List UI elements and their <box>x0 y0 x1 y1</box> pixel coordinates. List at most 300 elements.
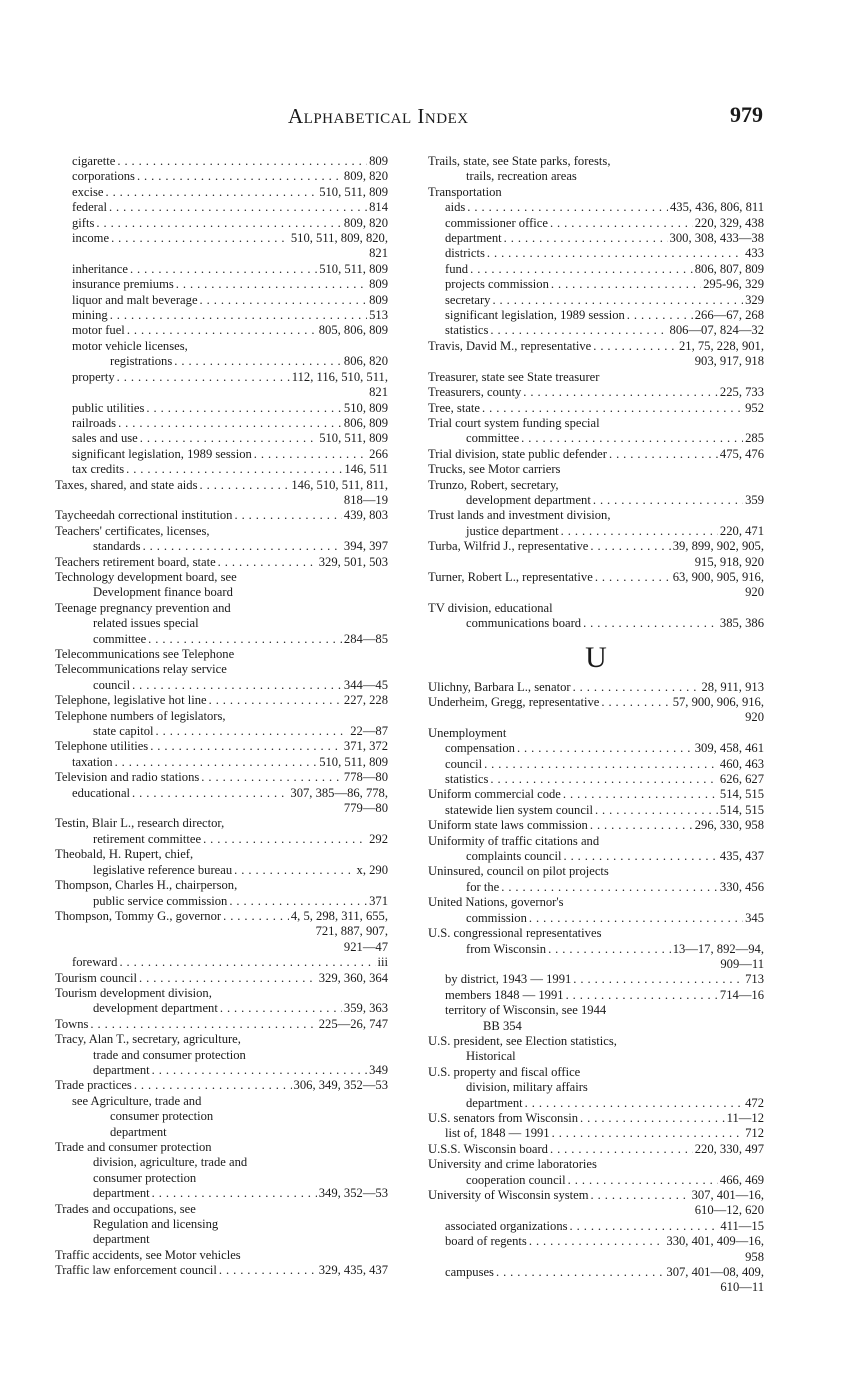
entry-pages-continued: 779—80 <box>343 801 388 816</box>
index-entry <box>428 462 764 477</box>
entry-text: Tourism development division, <box>55 985 212 1000</box>
entry-text: statistics <box>445 772 489 787</box>
entry-text: Trades and occupations, see <box>55 1201 196 1216</box>
entry-pages: 809, 820 <box>343 169 388 184</box>
index-entry <box>55 478 388 509</box>
entry-pages: 21, 75, 228, 901, <box>678 338 764 353</box>
leader-dots <box>130 262 317 277</box>
entry-line <box>428 185 764 200</box>
index-entry <box>428 246 764 261</box>
leader-dots <box>234 508 341 523</box>
entry-pages: 295-96, 329 <box>703 277 764 292</box>
index-entry <box>55 323 388 338</box>
leader-dots <box>521 431 743 446</box>
entry-text: income <box>72 231 110 246</box>
index-entry <box>428 864 764 895</box>
entry-text: secretary <box>445 292 491 307</box>
entry-text: Tracy, Alan T., secretary, agriculture, <box>55 1032 241 1047</box>
leader-dots <box>134 1078 292 1093</box>
entry-pages-continued: 915, 918, 920 <box>694 554 764 569</box>
entry-pages: 296, 330, 958 <box>694 818 764 833</box>
entry-line <box>445 741 764 756</box>
index-entry <box>428 401 764 416</box>
entry-line <box>428 818 764 833</box>
entry-text: Trails, state, see State parks, forests, <box>428 154 611 168</box>
entry-pages: 307, 401—08, 409, <box>666 1265 764 1280</box>
entry-line <box>428 154 764 169</box>
entry-text: Turner, Robert L., representative <box>428 569 593 584</box>
entry-line <box>72 1125 388 1140</box>
entry-text: consumer protection <box>110 1109 214 1124</box>
entry-text: members 1848 — 1991 <box>445 987 564 1002</box>
entry-pages: 714—16 <box>719 987 764 1002</box>
index-entry <box>428 1065 764 1111</box>
entry-pages: 475, 476 <box>719 446 764 461</box>
entry-text: property <box>72 369 115 384</box>
entry-text: aids <box>445 200 466 215</box>
entry-text: Trial court system funding special <box>428 415 600 430</box>
entry-pages: 435, 436, 806, 811 <box>670 200 764 215</box>
leader-dots <box>254 447 367 462</box>
entry-text: see Agriculture, trade and <box>72 1093 202 1108</box>
entry-pages: 359, 363 <box>343 1001 388 1016</box>
entry-line <box>55 1155 388 1170</box>
leader-dots <box>580 1111 725 1126</box>
leader-dots <box>568 1173 718 1188</box>
index-entry <box>428 1265 764 1296</box>
entry-text: sales and use <box>72 431 138 446</box>
leader-dots <box>573 680 700 695</box>
index-entry <box>55 1263 388 1278</box>
entry-text: committee <box>466 431 520 446</box>
index-entry <box>428 726 764 741</box>
entry-text: railroads <box>72 415 117 430</box>
entry-text: U.S. senators from Wisconsin <box>428 1110 579 1125</box>
entry-text: compensation <box>445 741 515 756</box>
leader-dots <box>223 909 289 924</box>
entry-line <box>55 1232 388 1247</box>
entry-pages: 292 <box>369 831 388 846</box>
index-entry <box>55 662 388 693</box>
entry-line <box>445 1265 764 1280</box>
entry-pages: 146, 511 <box>344 462 388 477</box>
entry-text: Unemployment <box>428 725 507 740</box>
entry-line <box>55 724 388 739</box>
entry-text: U.S. president, see Election statistics, <box>428 1033 617 1048</box>
entry-text: Uniformity of traffic citations and <box>428 833 600 848</box>
entry-pages: 809 <box>369 292 388 307</box>
entry-text: for the <box>466 879 500 894</box>
entry-text: federal <box>72 200 107 215</box>
entry-line <box>55 585 388 600</box>
entry-pages: 329 <box>745 292 764 307</box>
leader-dots <box>590 539 670 554</box>
entry-line <box>428 895 764 910</box>
entry-line <box>55 832 388 847</box>
entry-line <box>428 1080 764 1095</box>
entry-pages: 514, 515 <box>719 802 764 817</box>
entry-line <box>55 1186 388 1201</box>
entry-text: department <box>93 1232 150 1247</box>
index-entry <box>55 524 388 555</box>
leader-dots <box>492 293 743 308</box>
index-entry <box>55 293 388 308</box>
index-entry <box>428 185 764 200</box>
entry-line <box>445 277 764 292</box>
entry-text: Telephone, legislative hot line <box>55 693 207 708</box>
index-entry <box>428 787 764 802</box>
leader-dots <box>550 1142 693 1157</box>
leader-dots <box>139 971 317 986</box>
page-title: Alphabetical Index <box>288 104 469 128</box>
entry-text: campuses <box>445 1265 494 1280</box>
entry-text: Traffic law enforcement council <box>55 1263 217 1278</box>
entry-text: excise <box>72 184 104 199</box>
entry-line <box>55 555 388 570</box>
entry-pages-continued: 818—19 <box>343 492 388 507</box>
leader-dots <box>593 339 677 354</box>
entry-text: Television and radio stations <box>55 770 200 785</box>
entry-line <box>428 942 764 957</box>
leader-dots <box>595 803 718 818</box>
index-column-left <box>55 154 388 1279</box>
entry-line <box>445 231 764 246</box>
leader-dots <box>591 1188 690 1203</box>
index-entry <box>55 339 388 370</box>
entry-line <box>428 539 764 554</box>
entry-text: Telephone numbers of legislators, <box>55 708 226 723</box>
entry-text: department <box>93 1186 150 1201</box>
leader-dots <box>504 231 668 246</box>
entry-pages-continued: 909—11 <box>720 956 764 971</box>
leader-dots <box>148 632 342 647</box>
index-entry <box>55 447 388 462</box>
entry-text: commission <box>466 910 527 925</box>
entry-line <box>72 231 388 246</box>
entry-pages: 4, 5, 298, 311, 655, <box>290 908 388 923</box>
entry-text: department <box>93 1062 150 1077</box>
entry-text: trails, recreation areas <box>466 169 577 184</box>
index-entry <box>428 231 764 246</box>
entry-text: trade and consumer protection <box>93 1047 246 1062</box>
entry-text: University and crime laboratories <box>428 1157 597 1172</box>
entry-text: Theobald, H. Rupert, chief, <box>55 847 194 862</box>
entry-text: projects commission <box>445 277 549 292</box>
entry-pages: 433 <box>745 246 764 261</box>
leader-dots <box>119 955 375 970</box>
entry-line <box>72 169 388 184</box>
entry-line <box>428 508 764 523</box>
entry-text: motor fuel <box>72 323 125 338</box>
entry-pages: 513 <box>369 308 388 323</box>
entry-pages: 385, 386 <box>719 616 764 631</box>
entry-text: corporations <box>72 169 135 184</box>
leader-dots <box>220 1001 342 1016</box>
entry-text: educational <box>72 785 131 800</box>
entry-line <box>428 1065 764 1080</box>
entry-pages: 22—87 <box>350 724 388 739</box>
entry-line <box>445 1019 764 1034</box>
entry-line <box>72 200 388 215</box>
entry-line <box>55 1217 388 1232</box>
entry-line <box>55 616 388 631</box>
entry-pages: 514, 515 <box>719 787 764 802</box>
leader-dots <box>109 200 367 215</box>
entry-line <box>72 462 388 477</box>
entry-line <box>72 339 388 354</box>
entry-line <box>55 863 388 878</box>
entry-line <box>72 955 388 970</box>
entry-pages: 371, 372 <box>343 739 388 754</box>
entry-text: territory of Wisconsin, see 1944 <box>445 1003 607 1018</box>
index-entry <box>428 370 764 385</box>
leader-dots <box>627 308 693 323</box>
index-entry <box>55 1140 388 1202</box>
entry-line <box>55 539 388 554</box>
entry-text: Tourism council <box>55 970 138 985</box>
entry-line <box>72 1094 388 1109</box>
entry-text: by district, 1943 — 1991 <box>445 972 572 987</box>
entry-text: retirement committee <box>93 831 202 846</box>
entry-pages-continued: 921—47 <box>343 939 388 954</box>
entry-text: consumer protection <box>93 1170 197 1185</box>
leader-dots <box>117 154 367 169</box>
leader-dots <box>140 431 317 446</box>
entry-pages: 13—17, 892—94, <box>672 941 764 956</box>
index-entry <box>428 757 764 772</box>
entry-pages-continued: 821 <box>369 246 388 261</box>
entry-line <box>72 431 388 446</box>
entry-pages: 809 <box>369 277 388 292</box>
entry-text: University of Wisconsin system <box>428 1188 589 1202</box>
index-entry <box>55 709 388 740</box>
entry-pages: 806, 807, 809 <box>694 261 764 276</box>
entry-line <box>72 323 388 338</box>
entry-text: U.S.S. Wisconsin board <box>428 1141 548 1156</box>
index-entry <box>55 231 388 262</box>
entry-pages: 11—12 <box>726 1110 764 1125</box>
index-entry <box>428 926 764 972</box>
leader-dots <box>146 401 342 416</box>
entry-text: list of, 1848 — 1991 <box>445 1126 550 1141</box>
section-letter: U <box>585 640 607 674</box>
entry-text: Towns <box>55 1016 89 1031</box>
entry-pages: 345 <box>745 910 764 925</box>
index-entry <box>55 1032 388 1078</box>
entry-text: board of regents <box>445 1234 527 1249</box>
index-entry <box>55 647 388 662</box>
entry-text: legislative reference bureau <box>93 862 233 877</box>
entry-pages-continued: 721, 887, 907, <box>315 924 388 939</box>
leader-dots <box>593 493 743 508</box>
entry-line <box>55 632 388 647</box>
leader-dots <box>570 1219 719 1234</box>
entry-line <box>55 1140 388 1155</box>
entry-text: public service commission <box>93 893 228 908</box>
entry-line <box>72 185 388 200</box>
leader-dots <box>126 462 342 477</box>
entry-line <box>445 308 764 323</box>
index-entry <box>428 200 764 215</box>
leader-dots <box>209 693 342 708</box>
entry-line <box>428 616 764 631</box>
entry-pages: 510, 809 <box>343 400 388 415</box>
index-entry <box>428 772 764 787</box>
entry-text: BB 354 <box>483 1018 522 1033</box>
entry-line <box>55 894 388 909</box>
index-entry <box>428 385 764 400</box>
entry-line <box>428 1111 764 1126</box>
entry-text: Trunzo, Robert, secretary, <box>428 477 559 492</box>
entry-pages: 300, 308, 433—38 <box>669 231 764 246</box>
entry-text: U.S. congressional representatives <box>428 926 602 941</box>
entry-line <box>72 370 388 385</box>
leader-dots <box>132 786 288 801</box>
index-entry <box>55 570 388 601</box>
entry-line <box>428 880 764 895</box>
entry-pages: 307, 401—16, <box>691 1188 764 1202</box>
index-entry <box>55 816 388 847</box>
entry-line <box>428 726 764 741</box>
entry-text: Taxes, shared, and state aids <box>55 477 198 492</box>
leader-dots <box>601 695 670 710</box>
leader-dots <box>563 787 718 802</box>
leader-dots <box>552 1126 744 1141</box>
entry-pages-continued: 920 <box>745 710 764 725</box>
leader-dots <box>152 1186 317 1201</box>
index-entry <box>55 185 388 200</box>
index-entry <box>55 401 388 416</box>
entry-line <box>55 647 388 662</box>
leader-dots <box>525 1096 743 1111</box>
entry-line <box>428 911 764 926</box>
index-entry <box>428 695 764 726</box>
entry-text: foreward <box>72 955 118 970</box>
leader-dots <box>609 447 718 462</box>
entry-line <box>55 971 388 986</box>
entry-pages: 330, 401, 409—16, <box>666 1234 764 1249</box>
entry-pages-continued: 821 <box>369 385 388 400</box>
entry-text: districts <box>445 246 485 261</box>
leader-dots <box>490 772 718 787</box>
index-entry <box>55 786 388 817</box>
leader-dots <box>501 880 718 895</box>
entry-pages: 39, 899, 902, 905, <box>672 539 764 554</box>
leader-dots <box>487 246 743 261</box>
entry-line <box>55 847 388 862</box>
entry-text: taxation <box>72 754 113 769</box>
leader-dots <box>174 354 342 369</box>
index-entry <box>55 1078 388 1093</box>
entry-text: significant legislation, 1989 session <box>72 446 252 461</box>
page-header <box>0 104 859 138</box>
index-entry <box>428 818 764 833</box>
entry-line <box>428 601 764 616</box>
index-entry <box>55 169 388 184</box>
leader-dots <box>96 216 342 231</box>
entry-text: Development finance board <box>93 585 233 600</box>
entry-line <box>55 1078 388 1093</box>
index-entry <box>55 878 388 909</box>
index-entry <box>428 293 764 308</box>
entry-line <box>55 1263 388 1278</box>
leader-dots <box>118 416 342 431</box>
leader-dots <box>467 200 668 215</box>
index-entry <box>428 988 764 1003</box>
entry-line <box>428 1049 764 1064</box>
leader-dots <box>117 370 290 385</box>
entry-text: Trust lands and investment division, <box>428 508 611 523</box>
index-entry <box>55 262 388 277</box>
entry-text: Thompson, Tommy G., governor <box>55 908 222 923</box>
entry-text: statistics <box>445 323 489 338</box>
entry-text: tax credits <box>72 462 125 477</box>
index-entry <box>428 1142 764 1157</box>
entry-line <box>55 601 388 616</box>
leader-dots <box>203 832 367 847</box>
leader-dots <box>150 739 342 754</box>
leader-dots <box>517 741 693 756</box>
entry-pages: 805, 806, 809 <box>318 323 388 338</box>
index-entry <box>55 1017 388 1032</box>
leader-dots <box>111 231 289 246</box>
entry-text: public utilities <box>72 400 145 415</box>
entry-pages: 220, 329, 438 <box>694 215 764 230</box>
entry-text: department <box>445 231 502 246</box>
entry-text: associated organizations <box>445 1218 568 1233</box>
index-entry <box>428 1188 764 1219</box>
entry-pages: 220, 330, 497 <box>694 1141 764 1156</box>
entry-pages-continued: 958 <box>745 1249 764 1264</box>
entry-pages: 266—67, 268 <box>694 308 764 323</box>
entry-pages: 814 <box>369 200 388 215</box>
entry-line <box>428 401 764 416</box>
entry-line <box>72 293 388 308</box>
entry-pages: 306, 349, 352—53 <box>293 1078 388 1093</box>
entry-line <box>428 1142 764 1157</box>
entry-pages: 329, 501, 503 <box>318 554 388 569</box>
index-entry <box>428 339 764 370</box>
entry-line <box>55 909 388 924</box>
entry-line <box>428 385 764 400</box>
entry-pages: 146, 510, 511, 811, <box>291 477 388 492</box>
entry-text: justice department <box>466 523 559 538</box>
index-entry <box>428 1157 764 1188</box>
entry-line <box>445 1219 764 1234</box>
leader-dots <box>529 1234 665 1249</box>
index-entry <box>428 601 764 632</box>
entry-line <box>445 972 764 987</box>
index-entry <box>428 680 764 695</box>
entry-line <box>428 1157 764 1172</box>
entry-text: council <box>445 756 483 771</box>
entry-pages-continued: 610—12, 620 <box>694 1203 764 1218</box>
entry-pages: 349 <box>369 1062 388 1077</box>
entry-text: committee <box>93 631 147 646</box>
index-entry <box>55 971 388 986</box>
leader-dots <box>229 894 367 909</box>
entry-text: communications board <box>466 616 582 631</box>
entry-text: Taycheedah correctional institution <box>55 508 233 523</box>
entry-line <box>55 1017 388 1032</box>
entry-line <box>55 508 388 523</box>
index-entry <box>55 370 388 401</box>
entry-pages-continued: 920 <box>745 585 764 600</box>
entry-pages: 510, 511, 809 <box>319 184 388 199</box>
entry-line <box>428 1034 764 1049</box>
entry-line <box>72 154 388 169</box>
entry-pages-continued: 610—11 <box>720 1280 764 1295</box>
